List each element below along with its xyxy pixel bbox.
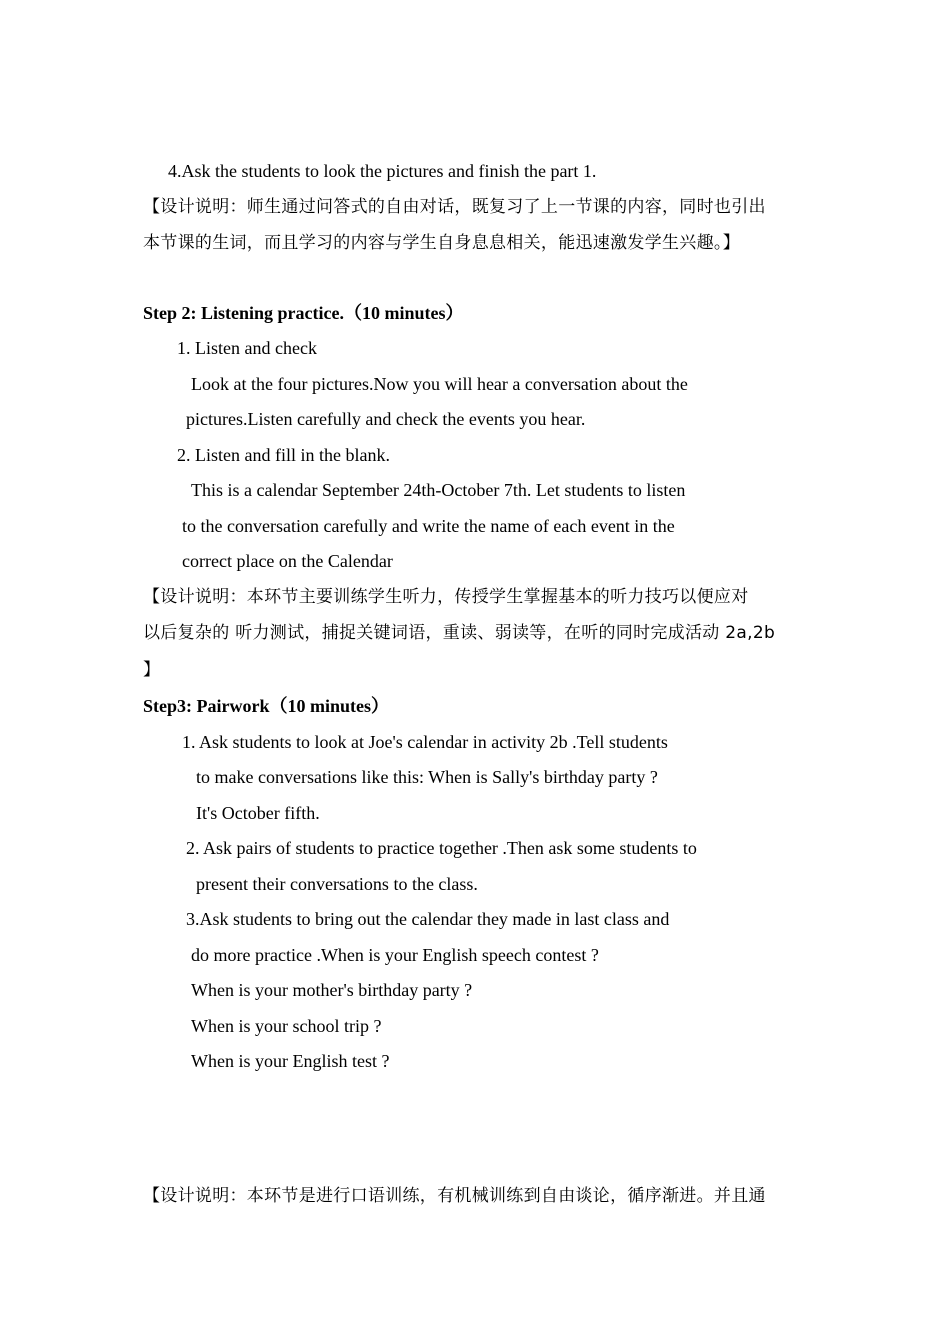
step2-heading: Step 2: Listening practice.（10 minutes） [143,303,464,323]
step3-heading: Step3: Pairwork（10 minutes） [143,696,389,716]
design-note-3-line-1: 【设计说明：本环节是进行口语训练，有机械训练到自由谈论，循序渐进。并且通 [143,1186,766,1206]
step2-item-1-text-2: pictures.Listen carefully and check the events you hear. [186,409,586,429]
step1-item-4: 4.Ask the students to look the pictures and finish the part 1. [168,161,597,181]
step2-item-1: 1. Listen and check [177,338,317,358]
step3-item-1: 1. Ask students to look at Joe's calendar in activity 2b .Tell students [182,732,668,752]
step3-item-3-text-1: do more practice .When is your English speech contest ? [191,945,599,965]
design-note-1-line-1: 【设计说明：师生通过问答式的自由对话，既复习了上一节课的内容，同时也引出 [143,197,766,217]
step2-item-2-text-2: to the conversation carefully and write the name of each event in the [182,516,675,536]
step2-item-1-text-1: Look at the four pictures.Now you will hear a conversation about the [191,374,688,394]
step3-item-1-text-1: to make conversations like this: When is Sally's birthday party ? [196,767,658,787]
step3-item-1-text-2: It's October fifth. [196,803,320,823]
design-note-2-line-3: 】 [143,660,161,680]
step2-item-2-text-3: correct place on the Calendar [182,551,393,571]
design-note-2-line-2: 以后复杂的 听力测试，捕捉关键词语，重读、弱读等，在听的同时完成活动 2a,2b [143,623,776,643]
step3-item-3: 3.Ask students to bring out the calendar they made in last class and [186,909,670,929]
step3-item-3-text-4: When is your English test ? [191,1051,390,1071]
step3-item-2: 2. Ask pairs of students to practice together .Then ask some students to [186,838,697,858]
step2-item-2: 2. Listen and fill in the blank. [177,445,390,465]
step2-item-2-text-1: This is a calendar September 24th-October 7th. Let students to listen [191,480,686,500]
design-note-2-line-1: 【设计说明：本环节主要训练学生听力，传授学生掌握基本的听力技巧以便应对 [143,587,749,607]
step3-item-2-text-1: present their conversations to the class. [196,874,478,894]
step3-item-3-text-2: When is your mother's birthday party ? [191,980,473,1000]
step3-item-3-text-3: When is your school trip ? [191,1016,382,1036]
design-note-1-line-2: 本节课的生词，而且学习的内容与学生自身息息相关，能迅速激发学生兴趣。】 [143,233,740,253]
